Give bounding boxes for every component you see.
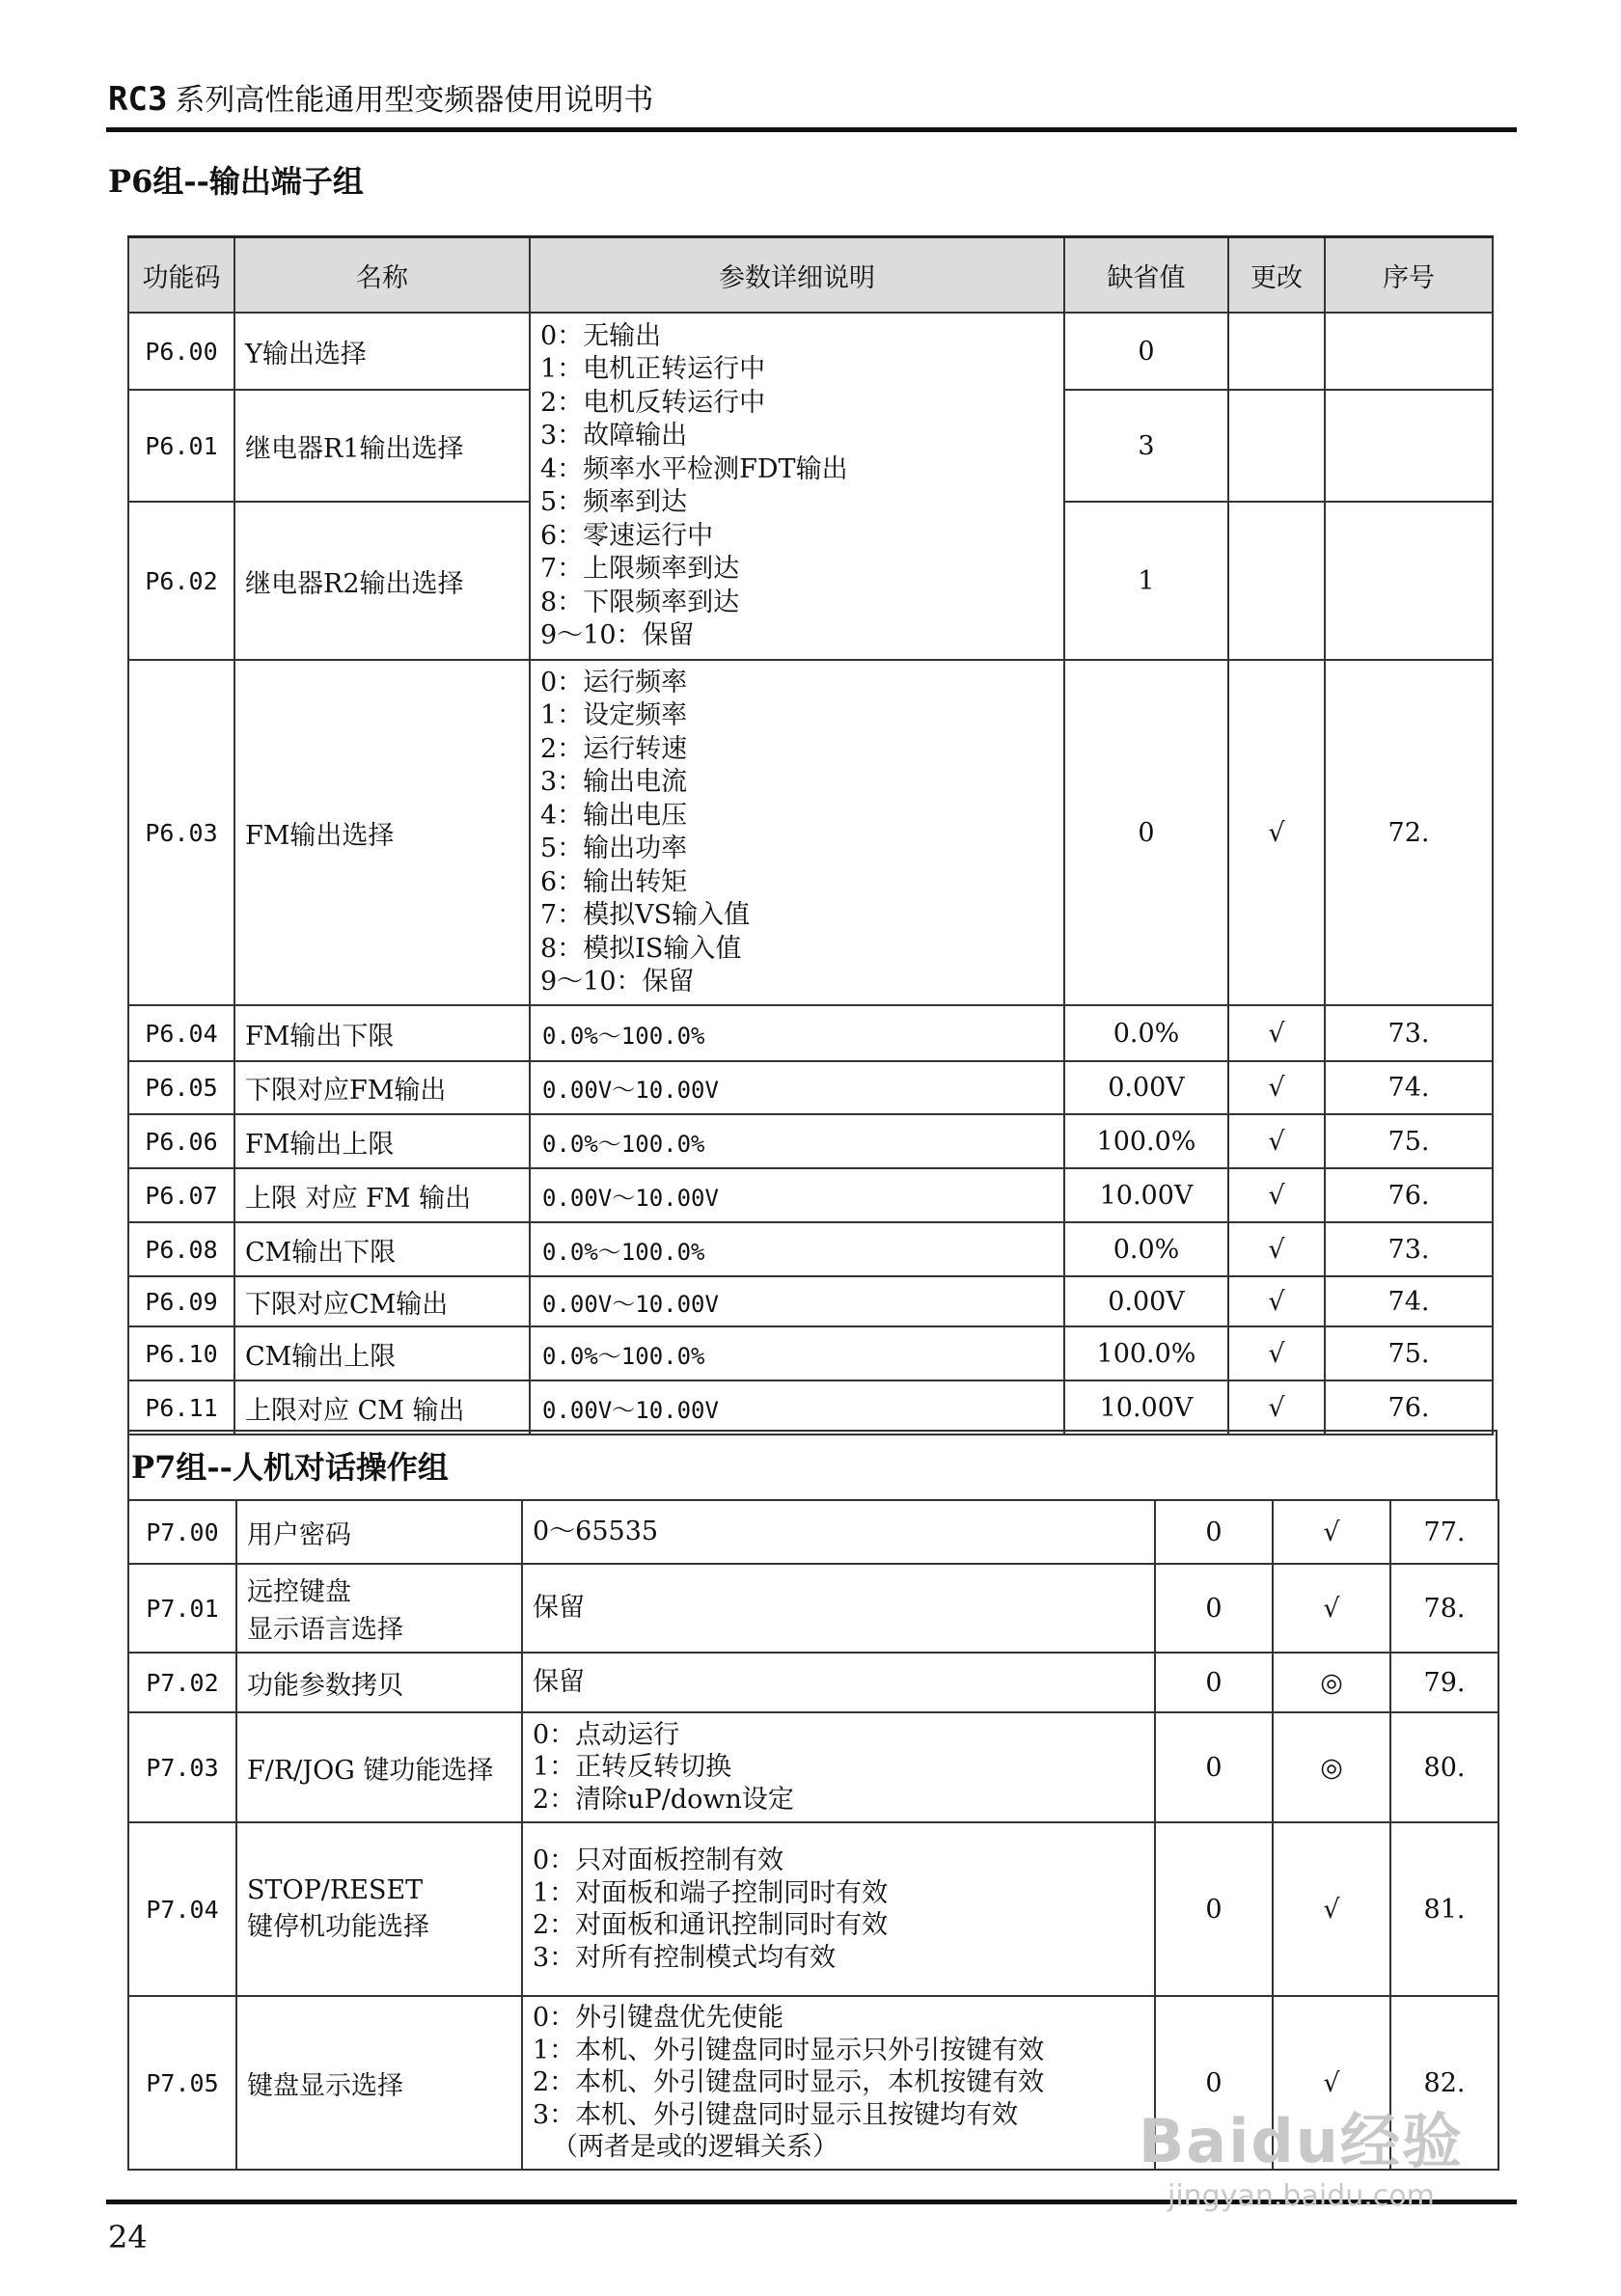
param-name: FM输出下限: [234, 1005, 530, 1061]
desc-line: 3：输出电流: [540, 767, 688, 797]
param-default: 3: [1064, 390, 1228, 502]
param-code: P7.03: [128, 1712, 236, 1822]
desc-line: 保留: [533, 1593, 585, 1624]
col-header-code: 功能码: [128, 237, 234, 314]
p6-parameter-table: [127, 235, 1494, 1435]
name-line: STOP/RESET: [247, 1875, 424, 1905]
param-default: 0.00V: [1064, 1276, 1228, 1326]
param-change: √: [1228, 660, 1325, 1005]
param-code: P6.10: [128, 1326, 234, 1380]
table-row: [128, 1168, 1493, 1222]
desc-line: 3：本机、外引键盘同时显示且按键均有效: [533, 2099, 1019, 2130]
desc-line: 1：设定频率: [540, 700, 688, 730]
param-name: 下限对应CM输出: [234, 1276, 530, 1326]
param-code: P6.00: [128, 313, 234, 390]
param-code: P6.11: [128, 1380, 234, 1435]
header-rule: [106, 127, 1517, 132]
desc-line: 保留: [533, 1667, 585, 1698]
param-desc: 0.00V～10.00V: [530, 1168, 1064, 1222]
param-name: [236, 1653, 522, 1712]
desc-line: 1：正转反转切换: [533, 1752, 732, 1783]
param-default: 0: [1155, 1712, 1273, 1822]
document-title: 系列高性能通用型变频器使用说明书: [175, 83, 654, 118]
param-default: 0: [1064, 313, 1228, 390]
desc-line: 3：故障输出: [540, 421, 688, 451]
col-header-name: 名称: [234, 237, 530, 314]
param-change: √: [1228, 1276, 1325, 1326]
param-default: 0.0%: [1064, 1005, 1228, 1061]
p7-parameter-table: [127, 1499, 1499, 2171]
param-seq: 76.: [1325, 1168, 1493, 1222]
param-desc: [522, 1822, 1155, 1996]
desc-line: 0：只对面板控制有效: [533, 1845, 784, 1875]
page-header: [108, 75, 1517, 125]
param-seq: [1325, 390, 1493, 502]
param-change: ◎: [1273, 1712, 1390, 1822]
param-name: 下限对应FM输出: [234, 1061, 530, 1114]
param-seq: 72.: [1325, 660, 1493, 1005]
param-change: √: [1228, 1005, 1325, 1061]
desc-line: 6：零速运行中: [540, 520, 714, 551]
param-change: √: [1228, 1222, 1325, 1276]
desc-line: 6：输出转矩: [540, 866, 688, 897]
table-row: [128, 1500, 1498, 1564]
param-code: P6.09: [128, 1276, 234, 1326]
param-seq: 78.: [1390, 1564, 1498, 1653]
desc-line: 9～10：保留: [540, 967, 695, 997]
param-change: [1228, 390, 1325, 502]
param-desc: 0.0%～100.0%: [530, 1222, 1064, 1276]
param-code: P7.02: [128, 1653, 236, 1712]
col-header-seq: 序号: [1325, 237, 1493, 314]
param-name: [236, 1996, 522, 2170]
param-change: √: [1228, 1114, 1325, 1168]
param-change: √: [1273, 1822, 1390, 1996]
name-line: 键盘显示选择: [247, 2070, 403, 2101]
param-change: √: [1273, 1500, 1390, 1564]
param-change: [1228, 502, 1325, 660]
param-name: CM输出上限: [234, 1326, 530, 1380]
param-seq: [1325, 313, 1493, 390]
desc-line: 0～65535: [533, 1517, 659, 1547]
param-desc: 0.0%～100.0%: [530, 1114, 1064, 1168]
desc-line: 1：本机、外引键盘同时显示只外引按键有效: [533, 2035, 1045, 2065]
param-change: √: [1228, 1168, 1325, 1222]
table-row: [128, 1276, 1493, 1326]
watermark-sub: jingyan.baidu.com: [1168, 2179, 1435, 2213]
param-default: 1: [1064, 502, 1228, 660]
desc-line: 0：无输出: [540, 320, 662, 351]
param-default: 100.0%: [1064, 1326, 1228, 1380]
param-default: 0: [1155, 1564, 1273, 1653]
param-code: P6.03: [128, 660, 234, 1005]
param-desc: 0.00V～10.00V: [530, 1276, 1064, 1326]
param-code: P6.06: [128, 1114, 234, 1168]
desc-line: 1：对面板和端子控制同时有效: [533, 1877, 889, 1908]
param-desc: 0.00V～10.00V: [530, 1380, 1064, 1435]
desc-line: 0：外引键盘优先使能: [533, 2003, 784, 2034]
param-default: 10.00V: [1064, 1380, 1228, 1435]
desc-line: 2：运行转速: [540, 733, 688, 764]
param-desc: 0.0%～100.0%: [530, 1005, 1064, 1061]
param-name: [236, 1500, 522, 1564]
param-seq: 75.: [1325, 1114, 1493, 1168]
param-name: 上限 对应 FM 输出: [234, 1168, 530, 1222]
col-header-change: 更改: [1228, 237, 1325, 314]
table-row: [128, 1326, 1493, 1380]
desc-line: 3：对所有控制模式均有效: [533, 1942, 837, 1973]
desc-line: 0：运行频率: [540, 667, 688, 697]
param-default: 0: [1155, 1500, 1273, 1564]
name-line: F/R/JOG 键功能选择: [247, 1755, 494, 1786]
param-seq: 73.: [1325, 1222, 1493, 1276]
param-default: 0.0%: [1064, 1222, 1228, 1276]
desc-line: （两者是或的逻辑关系）: [552, 2132, 838, 2163]
param-seq: 74.: [1325, 1276, 1493, 1326]
param-desc: [522, 1500, 1155, 1564]
page-number: 24: [108, 2219, 148, 2255]
param-code: P6.05: [128, 1061, 234, 1114]
param-seq: 73.: [1325, 1005, 1493, 1061]
param-seq: 77.: [1390, 1500, 1498, 1564]
table-header-row: [128, 237, 1493, 314]
param-seq: 82.: [1390, 1996, 1498, 2170]
param-default: 0: [1155, 1653, 1273, 1712]
param-code: P7.04: [128, 1822, 236, 1996]
desc-line: 7：上限频率到达: [540, 554, 740, 584]
table-row: [128, 1114, 1493, 1168]
col-header-default: 缺省值: [1064, 237, 1228, 314]
param-desc: [522, 1653, 1155, 1712]
param-seq: [1325, 502, 1493, 660]
watermark-main: Baidu经验: [1139, 2106, 1464, 2176]
param-code: P7.00: [128, 1500, 236, 1564]
param-seq: 80.: [1390, 1712, 1498, 1822]
table-row: [128, 1712, 1498, 1822]
param-default: 0: [1064, 660, 1228, 1005]
param-change: √: [1228, 1061, 1325, 1114]
param-change: √: [1273, 1996, 1390, 2170]
param-code: P6.08: [128, 1222, 234, 1276]
param-default: 0: [1155, 1822, 1273, 1996]
param-change: √: [1228, 1380, 1325, 1435]
table-row: [128, 1653, 1498, 1712]
param-default: 0: [1155, 1996, 1273, 2170]
param-name: FM输出上限: [234, 1114, 530, 1168]
param-desc-fm-options: [530, 660, 1064, 1005]
desc-line: 1：电机正转运行中: [540, 354, 766, 384]
table-row: [128, 1005, 1493, 1061]
desc-line: 9～10：保留: [540, 620, 695, 650]
param-seq: 76.: [1325, 1380, 1493, 1435]
desc-line: 4：输出电压: [540, 800, 688, 831]
param-name: 继电器R1输出选择: [234, 390, 530, 502]
param-seq: 81.: [1390, 1822, 1498, 1996]
table-row: [128, 660, 1493, 1005]
param-change: √: [1273, 1564, 1390, 1653]
desc-line: 7：模拟VS输入值: [540, 900, 751, 930]
param-name: [236, 1712, 522, 1822]
desc-line: 2：电机反转运行中: [540, 387, 766, 418]
param-desc: [522, 1996, 1155, 2170]
param-code: P6.07: [128, 1168, 234, 1222]
param-seq: 79.: [1390, 1653, 1498, 1712]
name-line: 显示语言选择: [247, 1615, 403, 1645]
table-row: [128, 1222, 1493, 1276]
param-code: P6.01: [128, 390, 234, 502]
name-line: 功能参数拷贝: [247, 1670, 403, 1701]
param-name: [236, 1822, 522, 1996]
param-name: Y输出选择: [234, 313, 530, 390]
param-desc: 0.00V～10.00V: [530, 1061, 1064, 1114]
table-row: [128, 1380, 1493, 1435]
table-row: [128, 313, 1493, 390]
param-seq: 74.: [1325, 1061, 1493, 1114]
param-desc: 0.0%～100.0%: [530, 1326, 1064, 1380]
param-change: √: [1228, 1326, 1325, 1380]
param-seq: 75.: [1325, 1326, 1493, 1380]
param-default: 100.0%: [1064, 1114, 1228, 1168]
desc-line: 8：模拟IS输入值: [540, 933, 742, 964]
watermark-logo: [1139, 2093, 1464, 2213]
col-header-desc: 参数详细说明: [530, 237, 1064, 314]
desc-line: 2：清除uP/down设定: [533, 1784, 794, 1815]
param-name: 上限对应 CM 输出: [234, 1380, 530, 1435]
param-desc: [522, 1712, 1155, 1822]
param-default: 10.00V: [1064, 1168, 1228, 1222]
param-desc-output-options: [530, 313, 1064, 660]
param-default: 0.00V: [1064, 1061, 1228, 1114]
param-name: 继电器R2输出选择: [234, 502, 530, 660]
param-name: [236, 1564, 522, 1653]
desc-line: 5：频率到达: [540, 487, 688, 517]
p6-section-title: P6组--输出端子组: [108, 163, 364, 200]
param-name: FM输出选择: [234, 660, 530, 1005]
p7-section-title: P7组--人机对话操作组: [131, 1449, 449, 1486]
name-line: 键停机功能选择: [247, 1912, 429, 1942]
param-code: P6.04: [128, 1005, 234, 1061]
brand-name: RC3: [108, 80, 168, 119]
desc-line: 4：频率水平检测FDT输出: [540, 453, 848, 484]
desc-line: 0：点动运行: [533, 1719, 680, 1750]
desc-line: 8：下限频率到达: [540, 587, 740, 617]
table-row: [128, 1061, 1493, 1114]
name-line: 用户密码: [247, 1519, 351, 1550]
param-code: P7.01: [128, 1564, 236, 1653]
param-name: CM输出下限: [234, 1222, 530, 1276]
table-row: [128, 1564, 1498, 1653]
desc-line: 2：本机、外引键盘同时显示，本机按键有效: [533, 2067, 1045, 2098]
desc-line: 2：对面板和通讯控制同时有效: [533, 1910, 889, 1940]
param-code: P6.02: [128, 502, 234, 660]
param-desc: [522, 1564, 1155, 1653]
name-line: 远控键盘: [247, 1577, 351, 1607]
desc-line: 5：输出功率: [540, 834, 688, 863]
param-code: P7.05: [128, 1996, 236, 2170]
param-change: [1228, 313, 1325, 390]
param-change: ◎: [1273, 1653, 1390, 1712]
table-row: [128, 1822, 1498, 1996]
